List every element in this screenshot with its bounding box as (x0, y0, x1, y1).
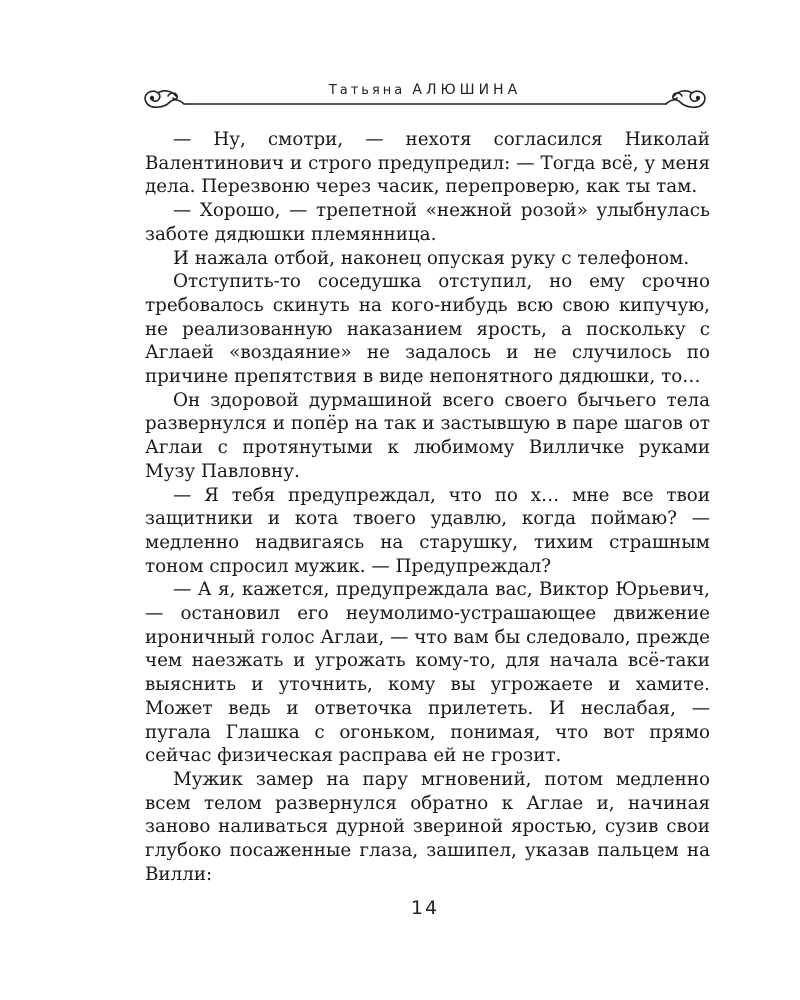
paragraph: И нажала отбой, наконец опуская руку с телефоном. (173, 247, 690, 269)
paragraph: — Хорошо, — трепетной «нежной розой» улыбнулась заботе дядюшки племянница. (145, 200, 710, 245)
paragraph: Отступить-то соседушка отступил, но ему срочно требовалось скинуть на кого-нибудь всю свою кипучую, не реализованную наказанием ярость, а поскольку с Аглаей «воздаяние» не задалось и не случилось по причине препятствия в виде непонятного дядюшки, то… (145, 271, 710, 388)
paragraph: — А я, кажется, предупреждала вас, Виктор Юрьевич, — остановил его неумолимо-устрашающее движение ироничный голос Аглаи, — что вам бы следовало, прежде чем наезжать и угрожать кому-то, для начала всё-таки выяснить и уточнить, кому вы угрожаете и хамите. Может ведь и ответочка прилететь. И неслабая, — пугала Глашка с огоньком, понимая, что вот прямо сейчас физическая расправа ей не грозит. (145, 579, 710, 767)
author-last-name: АЛЮШИНА (412, 82, 522, 98)
paragraph: Он здоровой дурмашиной всего своего бычьего тела развернулся и попёр на так и застывшую в паре шагов от Аглаи с протянутыми к любимому Вилличке руками Музу Павловну. (145, 389, 710, 482)
page-number: 14 (410, 897, 440, 919)
paragraph: — Ну, смотри, — нехотя согласился Николай Валентинович и строго предупредил: — Тогда всё, у меня дела. Перезвоню через часик, перепроверю, как ты там. (145, 129, 710, 198)
page-body (145, 128, 710, 887)
paragraph: Мужик замер на пару мгновений, потом медленно всем телом развернулся обратно к Аглае и, начиная заново наливаться дурной звериной яростью, сузив свои глубоко посаженные глаза, зашипел, указав пальцем на Вилли: (145, 768, 710, 885)
author-first-name: Татьяна (328, 83, 406, 98)
paragraph: — Я тебя предупреждал, что по х… мне все твои защитники и кота твоего удавлю, когда поймаю? — медленно надвигаясь на старушку, тихим страшным тоном спросил мужик. — Предупреждал? (145, 484, 710, 577)
header-title (140, 82, 710, 98)
running-header (140, 80, 710, 120)
